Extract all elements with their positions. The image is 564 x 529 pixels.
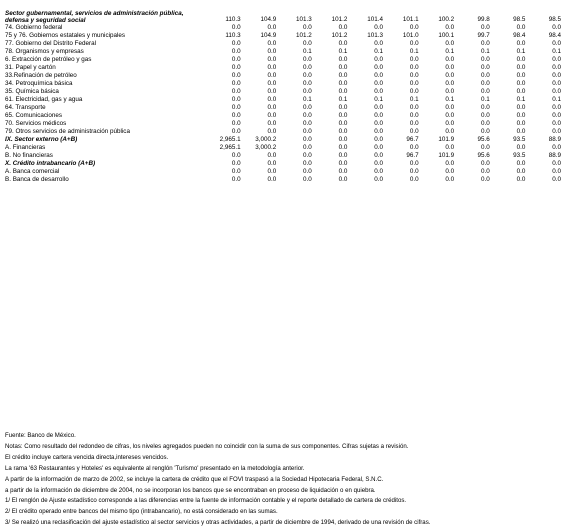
cell-value: 0.0 bbox=[552, 176, 561, 183]
cell-value: 0.0 bbox=[516, 104, 526, 111]
cell-value: 0.0 bbox=[445, 104, 455, 111]
row-label: 34. Petroquímica básica bbox=[5, 80, 73, 87]
cell-value: 0.0 bbox=[338, 136, 348, 143]
cell-value: 0.0 bbox=[481, 176, 490, 183]
cell-value: 0.0 bbox=[267, 152, 277, 159]
cell-value: 0.0 bbox=[338, 104, 348, 111]
cell-value: 0.0 bbox=[374, 168, 383, 175]
cell-value: 0.0 bbox=[231, 64, 241, 71]
row-label: 79. Otros servicios de administración pública bbox=[5, 128, 130, 135]
cell-value: 101.9 bbox=[438, 136, 455, 143]
cell-value: 0.0 bbox=[445, 88, 455, 95]
cell-value: 0.0 bbox=[374, 40, 383, 47]
footnote-line: 1/ El renglón de Ajuste estadístico corresponde a las diferencias entre la fuente de información contable y el reporte detallado de cartera de créditos. bbox=[5, 497, 407, 505]
table-row bbox=[5, 72, 561, 80]
cell-value: 0.1 bbox=[516, 48, 526, 55]
cell-value: 0.0 bbox=[338, 128, 348, 135]
cell-value: 0.0 bbox=[409, 40, 419, 47]
table-row bbox=[5, 96, 561, 104]
row-label: 70. Servicios médicos bbox=[5, 120, 67, 127]
cell-value: 0.0 bbox=[303, 64, 312, 71]
cell-value: 0.0 bbox=[445, 112, 455, 119]
table-row bbox=[5, 152, 561, 160]
cell-value: 0.0 bbox=[552, 168, 561, 175]
cell-value: 0.0 bbox=[516, 112, 526, 119]
cell-value: 0.0 bbox=[481, 160, 490, 167]
cell-value: 0.0 bbox=[481, 64, 490, 71]
section-value: 101.2 bbox=[331, 16, 348, 23]
cell-value: 0.1 bbox=[338, 96, 348, 103]
row-label: 6. Extracción de petróleo y gas bbox=[5, 56, 92, 63]
cell-value: 0.0 bbox=[267, 176, 277, 183]
section-header-label: Sector gubernamental, servicios de administración pública, defensa y seguridad social bbox=[5, 10, 184, 24]
cell-value: 0.1 bbox=[516, 96, 526, 103]
cell-value: 0.0 bbox=[267, 128, 277, 135]
cell-value: 0.0 bbox=[303, 136, 312, 143]
cell-value: 0.0 bbox=[303, 176, 312, 183]
cell-value: 0.0 bbox=[338, 168, 348, 175]
cell-value: 0.0 bbox=[374, 64, 383, 71]
cell-value: 0.1 bbox=[338, 48, 348, 55]
section-value: 100.2 bbox=[438, 16, 455, 23]
table-row bbox=[5, 128, 561, 136]
cell-value: 0.0 bbox=[409, 56, 419, 63]
cell-value: 0.0 bbox=[231, 24, 241, 31]
cell-value: 0.1 bbox=[552, 96, 561, 103]
cell-value: 0.0 bbox=[445, 64, 455, 71]
footnote-line: Fuente: Banco de México. bbox=[5, 432, 76, 439]
cell-value: 0.0 bbox=[338, 64, 348, 71]
cell-value: 0.0 bbox=[231, 128, 241, 135]
cell-value: 98.4 bbox=[548, 32, 561, 39]
cell-value: 0.0 bbox=[516, 160, 526, 167]
cell-value: 0.0 bbox=[516, 128, 526, 135]
footnote-line: Notas: Como resultado del redondeo de cifras, los niveles agregados pueden no coincidir con la suma de sus componentes. Cifras sujetas a revisión. bbox=[5, 442, 409, 450]
cell-value: 104.9 bbox=[260, 32, 277, 39]
cell-value: 0.0 bbox=[267, 160, 277, 167]
cell-value: 0.0 bbox=[303, 24, 312, 31]
cell-value: 0.0 bbox=[481, 144, 490, 151]
cell-value: 0.0 bbox=[481, 24, 490, 31]
cell-value: 0.0 bbox=[481, 56, 490, 63]
table-row bbox=[5, 24, 561, 32]
cell-value: 3,000.2 bbox=[255, 144, 277, 151]
cell-value: 0.0 bbox=[231, 152, 241, 159]
cell-value: 0.1 bbox=[303, 48, 312, 55]
table-row bbox=[5, 176, 561, 184]
footnote-line: La rama '63 Restaurantes y Hoteles' es equivalente al renglón 'Turismo' presentado en la metodología anterior. bbox=[5, 464, 305, 472]
cell-value: 96.7 bbox=[406, 136, 419, 143]
cell-value: 0.0 bbox=[267, 56, 277, 63]
cell-value: 0.0 bbox=[552, 160, 561, 167]
cell-value: 0.1 bbox=[481, 96, 490, 103]
cell-value: 0.0 bbox=[409, 160, 419, 167]
row-label: 75 y 76. Gobiernos estatales y municipales bbox=[5, 32, 126, 39]
cell-value: 93.5 bbox=[513, 152, 526, 159]
cell-value: 0.0 bbox=[231, 40, 241, 47]
section-value: 99.8 bbox=[477, 16, 490, 23]
row-label: X. Crédito intrabancario (A+B) bbox=[5, 160, 96, 167]
row-label: 35. Química básica bbox=[5, 88, 59, 95]
cell-value: 100.1 bbox=[438, 32, 455, 39]
cell-value: 0.0 bbox=[409, 80, 419, 87]
cell-value: 0.0 bbox=[409, 168, 419, 175]
footnote-line: a partir de la información de diciembre de 2004, no se incorporan los bancos que se encontraban en proceso de liquidación o en quiebra. bbox=[5, 486, 376, 494]
table-body bbox=[5, 0, 561, 184]
table-row bbox=[5, 168, 561, 176]
section-value: 110.3 bbox=[225, 16, 241, 23]
cell-value: 0.0 bbox=[303, 160, 312, 167]
cell-value: 0.0 bbox=[374, 128, 383, 135]
cell-value: 96.7 bbox=[406, 152, 419, 159]
footnote-line: El crédito incluye cartera vencida directa,intereses vencidos. bbox=[5, 453, 169, 461]
cell-value: 0.0 bbox=[374, 152, 383, 159]
table-row bbox=[5, 104, 561, 112]
row-label: 61. Electricidad, gas y agua bbox=[5, 96, 83, 103]
cell-value: 0.0 bbox=[552, 72, 561, 79]
cell-value: 0.0 bbox=[516, 24, 526, 31]
cell-value: 0.0 bbox=[231, 72, 241, 79]
cell-value: 0.0 bbox=[481, 72, 490, 79]
cell-value: 0.0 bbox=[409, 104, 419, 111]
cell-value: 0.0 bbox=[374, 136, 383, 143]
cell-value: 0.0 bbox=[303, 128, 312, 135]
cell-value: 0.0 bbox=[552, 24, 561, 31]
cell-value: 0.0 bbox=[231, 176, 241, 183]
table-row bbox=[5, 80, 561, 88]
cell-value: 0.0 bbox=[231, 112, 241, 119]
cell-value: 0.0 bbox=[552, 64, 561, 71]
cell-value: 0.0 bbox=[552, 112, 561, 119]
cell-value: 0.0 bbox=[409, 24, 419, 31]
footnote-line: 3/ Se realizó una reclasificación del ajuste estadístico al sector servicios y otras actividades, a partir de diciembre de 1994, derivado de una revisión de cifras. bbox=[5, 519, 431, 527]
cell-value: 0.0 bbox=[516, 168, 526, 175]
cell-value: 0.0 bbox=[516, 72, 526, 79]
cell-value: 0.0 bbox=[552, 40, 561, 47]
cell-value: 0.0 bbox=[338, 80, 348, 87]
cell-value: 0.1 bbox=[409, 96, 419, 103]
cell-value: 0.0 bbox=[445, 128, 455, 135]
cell-value: 0.0 bbox=[231, 120, 241, 127]
row-label: 77. Gobierno del Distrito Federal bbox=[5, 40, 97, 47]
cell-value: 0.0 bbox=[374, 112, 383, 119]
table-row bbox=[5, 88, 561, 96]
cell-value: 0.0 bbox=[552, 104, 561, 111]
table-row bbox=[5, 48, 561, 56]
cell-value: 0.0 bbox=[445, 56, 455, 63]
cell-value: 0.0 bbox=[409, 176, 419, 183]
cell-value: 0.0 bbox=[338, 56, 348, 63]
table-row bbox=[5, 160, 561, 168]
section-value: 101.1 bbox=[402, 16, 419, 23]
cell-value: 0.0 bbox=[303, 152, 312, 159]
cell-value: 101.0 bbox=[402, 32, 419, 39]
row-label: 31. Papel y cartón bbox=[5, 64, 56, 71]
cell-value: 0.0 bbox=[516, 88, 526, 95]
section-header-row bbox=[5, 0, 561, 24]
row-label: A. Banca comercial bbox=[5, 168, 60, 175]
cell-value: 0.0 bbox=[481, 112, 490, 119]
cell-value: 95.6 bbox=[477, 152, 490, 159]
cell-value: 0.1 bbox=[374, 48, 383, 55]
table-row bbox=[5, 40, 561, 48]
cell-value: 0.0 bbox=[374, 144, 383, 151]
cell-value: 0.0 bbox=[409, 128, 419, 135]
cell-value: 0.0 bbox=[481, 40, 490, 47]
cell-value: 0.0 bbox=[231, 104, 241, 111]
row-label: 65. Comunicaciones bbox=[5, 112, 63, 119]
cell-value: 0.0 bbox=[409, 120, 419, 127]
cell-value: 0.0 bbox=[231, 96, 241, 103]
cell-value: 0.0 bbox=[516, 80, 526, 87]
cell-value: 0.1 bbox=[409, 48, 419, 55]
cell-value: 0.0 bbox=[445, 168, 455, 175]
row-label: 64. Transporte bbox=[5, 104, 46, 111]
cell-value: 0.0 bbox=[374, 56, 383, 63]
cell-value: 0.0 bbox=[516, 64, 526, 71]
cell-value: 0.0 bbox=[481, 80, 490, 87]
cell-value: 0.0 bbox=[231, 56, 241, 63]
cell-value: 0.0 bbox=[409, 72, 419, 79]
row-label: 33.Refinación de petróleo bbox=[5, 72, 77, 79]
cell-value: 0.0 bbox=[267, 64, 277, 71]
section-value: 101.3 bbox=[296, 16, 312, 23]
cell-value: 0.1 bbox=[303, 96, 312, 103]
cell-value: 0.0 bbox=[445, 176, 455, 183]
table-row bbox=[5, 56, 561, 64]
cell-value: 0.0 bbox=[303, 112, 312, 119]
cell-value: 0.0 bbox=[445, 24, 455, 31]
cell-value: 0.0 bbox=[445, 80, 455, 87]
cell-value: 0.0 bbox=[267, 96, 277, 103]
cell-value: 0.0 bbox=[445, 144, 455, 151]
footnote-line: 2/ El crédito operado entre bancos del mismo tipo (intrabancario), no está considerado en las sumas. bbox=[5, 508, 278, 516]
cell-value: 0.0 bbox=[267, 24, 277, 31]
cell-value: 0.0 bbox=[374, 72, 383, 79]
cell-value: 101.2 bbox=[296, 32, 312, 39]
table-row bbox=[5, 112, 561, 120]
cell-value: 0.0 bbox=[267, 80, 277, 87]
cell-value: 0.0 bbox=[231, 160, 241, 167]
cell-value: 0.0 bbox=[374, 120, 383, 127]
cell-value: 0.0 bbox=[338, 40, 348, 47]
cell-value: 0.0 bbox=[409, 64, 419, 71]
cell-value: 88.9 bbox=[548, 152, 561, 159]
cell-value: 88.9 bbox=[548, 136, 561, 143]
footnotes bbox=[5, 431, 561, 529]
cell-value: 0.0 bbox=[374, 104, 383, 111]
table-row bbox=[5, 32, 561, 40]
cell-value: 0.0 bbox=[516, 56, 526, 63]
cell-value: 0.0 bbox=[338, 160, 348, 167]
cell-value: 0.0 bbox=[552, 144, 561, 151]
cell-value: 0.0 bbox=[303, 72, 312, 79]
cell-value: 0.0 bbox=[267, 88, 277, 95]
table-row bbox=[5, 144, 561, 152]
cell-value: 0.0 bbox=[374, 24, 383, 31]
cell-value: 0.0 bbox=[445, 72, 455, 79]
cell-value: 0.0 bbox=[445, 40, 455, 47]
cell-value: 0.0 bbox=[481, 104, 490, 111]
cell-value: 0.0 bbox=[231, 88, 241, 95]
cell-value: 0.0 bbox=[552, 120, 561, 127]
cell-value: 0.0 bbox=[445, 120, 455, 127]
cell-value: 0.0 bbox=[409, 88, 419, 95]
cell-value: 0.0 bbox=[409, 144, 419, 151]
row-label: B. Banca de desarrollo bbox=[5, 176, 69, 183]
cell-value: 3,000.2 bbox=[255, 136, 277, 143]
cell-value: 99.7 bbox=[477, 32, 490, 39]
cell-value: 0.0 bbox=[303, 80, 312, 87]
row-label: B. No financieras bbox=[5, 152, 53, 159]
cell-value: 0.0 bbox=[552, 128, 561, 135]
cell-value: 0.0 bbox=[516, 40, 526, 47]
cell-value: 0.0 bbox=[231, 80, 241, 87]
cell-value: 0.0 bbox=[267, 120, 277, 127]
cell-value: 0.0 bbox=[516, 120, 526, 127]
cell-value: 0.1 bbox=[374, 96, 383, 103]
row-label: 78. Organismos y empresas bbox=[5, 48, 84, 55]
cell-value: 101.3 bbox=[367, 32, 383, 39]
cell-value: 0.1 bbox=[481, 48, 490, 55]
cell-value: 0.0 bbox=[303, 144, 312, 151]
cell-value: 0.0 bbox=[374, 176, 383, 183]
cell-value: 0.0 bbox=[303, 120, 312, 127]
cell-value: 0.0 bbox=[481, 128, 490, 135]
cell-value: 0.0 bbox=[481, 88, 490, 95]
cell-value: 0.0 bbox=[338, 176, 348, 183]
cell-value: 0.0 bbox=[338, 120, 348, 127]
cell-value: 0.0 bbox=[267, 112, 277, 119]
cell-value: 0.0 bbox=[516, 176, 526, 183]
table-row bbox=[5, 120, 561, 128]
section-value: 104.9 bbox=[260, 16, 277, 23]
cell-value: 0.0 bbox=[338, 112, 348, 119]
section-value: 101.4 bbox=[367, 16, 383, 23]
cell-value: 101.2 bbox=[331, 32, 348, 39]
cell-value: 0.0 bbox=[267, 168, 277, 175]
cell-value: 0.0 bbox=[552, 80, 561, 87]
cell-value: 2,965.1 bbox=[219, 144, 241, 151]
cell-value: 0.1 bbox=[445, 48, 455, 55]
section-value: 98.5 bbox=[513, 16, 526, 23]
cell-value: 0.0 bbox=[374, 160, 383, 167]
cell-value: 0.0 bbox=[267, 72, 277, 79]
cell-value: 95.6 bbox=[477, 136, 490, 143]
footnote-line: A partir de la información de marzo de 2002, se incluye la cartera de crédito que el FOVI traspasó a la Sociedad Hipotecaria Federal, S.N.C. bbox=[5, 475, 384, 483]
cell-value: 0.0 bbox=[338, 152, 348, 159]
cell-value: 0.0 bbox=[374, 88, 383, 95]
cell-value: 0.0 bbox=[303, 56, 312, 63]
cell-value: 0.0 bbox=[338, 72, 348, 79]
cell-value: 0.0 bbox=[552, 88, 561, 95]
cell-value: 0.0 bbox=[409, 112, 419, 119]
cell-value: 0.0 bbox=[231, 48, 241, 55]
cell-value: 0.0 bbox=[445, 160, 455, 167]
table-row bbox=[5, 64, 561, 72]
cell-value: 101.9 bbox=[438, 152, 455, 159]
cell-value: 2,965.1 bbox=[219, 136, 241, 143]
cell-value: 0.0 bbox=[481, 168, 490, 175]
cell-value: 110.3 bbox=[225, 32, 241, 39]
cell-value: 0.0 bbox=[267, 40, 277, 47]
cell-value: 0.0 bbox=[338, 88, 348, 95]
cell-value: 0.0 bbox=[303, 40, 312, 47]
cell-value: 98.4 bbox=[513, 32, 526, 39]
section-value: 98.5 bbox=[548, 16, 561, 23]
cell-value: 0.0 bbox=[267, 48, 277, 55]
cell-value: 0.0 bbox=[267, 104, 277, 111]
cell-value: 0.0 bbox=[338, 144, 348, 151]
table-row bbox=[5, 136, 561, 144]
cell-value: 0.0 bbox=[338, 24, 348, 31]
cell-value: 0.0 bbox=[552, 56, 561, 63]
row-label: 74. Gobierno federal bbox=[5, 24, 63, 31]
cell-value: 0.0 bbox=[303, 88, 312, 95]
cell-value: 0.1 bbox=[552, 48, 561, 55]
row-label: IX. Sector externo (A+B) bbox=[5, 136, 78, 143]
row-label: A. Financieras bbox=[5, 144, 46, 151]
cell-value: 0.0 bbox=[516, 144, 526, 151]
credit-table bbox=[5, 0, 561, 184]
cell-value: 0.0 bbox=[303, 168, 312, 175]
cell-value: 93.5 bbox=[513, 136, 526, 143]
cell-value: 0.0 bbox=[303, 104, 312, 111]
cell-value: 0.0 bbox=[374, 80, 383, 87]
cell-value: 0.0 bbox=[481, 120, 490, 127]
cell-value: 0.1 bbox=[445, 96, 455, 103]
cell-value: 0.0 bbox=[231, 168, 241, 175]
